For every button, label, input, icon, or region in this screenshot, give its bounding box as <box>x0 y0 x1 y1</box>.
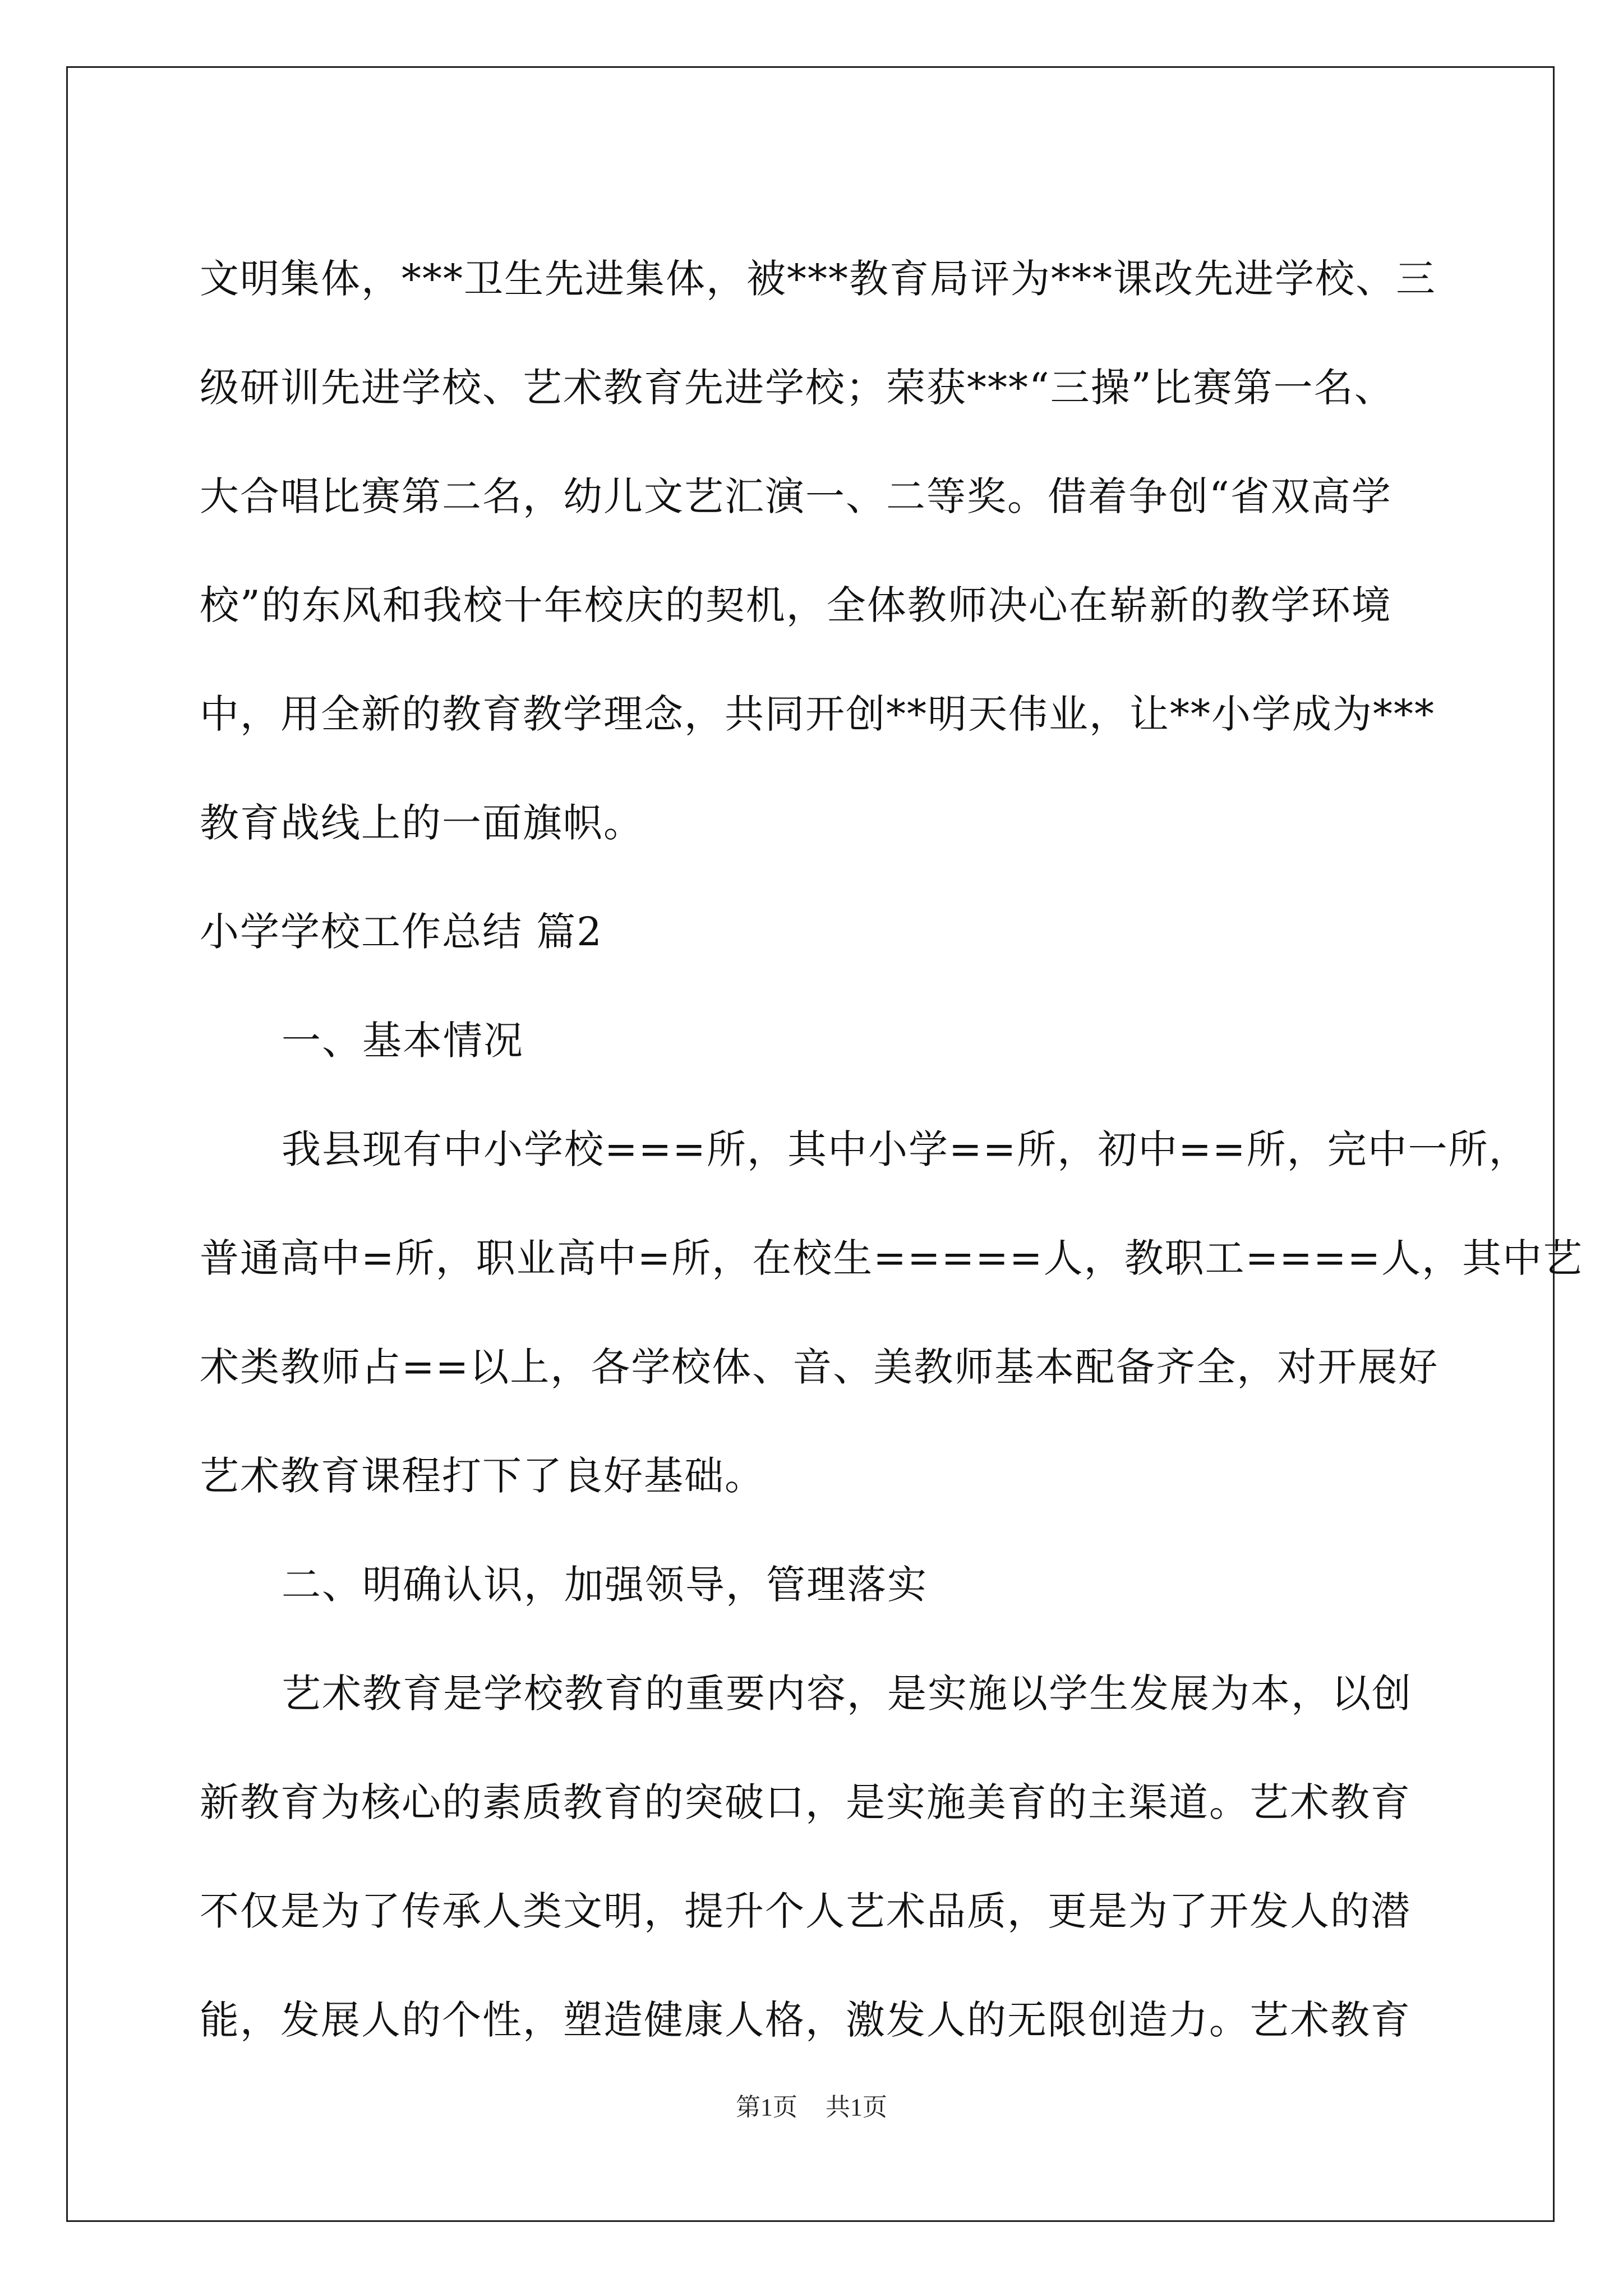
text-line: 新教育为核心的素质教育的突破口，是实施美育的主渠道。艺术教育 <box>200 1779 1411 1825</box>
page-number: 第1页 <box>736 2093 797 2121</box>
text-line: 校”的东风和我校十年校庆的契机，全体教师决心在崭新的教学环境 <box>200 582 1392 628</box>
section-heading: 小学学校工作总结 篇2 <box>200 909 603 955</box>
text-line: 我县现有中小学校===所，其中小学==所，初中==所，完中一所， <box>282 1126 1529 1172</box>
subsection-heading: 二、明确认识，加强领导，管理落实 <box>282 1562 928 1608</box>
text-line: 不仅是为了传承人类文明，提升个人艺术品质，更是为了开发人的潜 <box>200 1888 1411 1934</box>
page-footer <box>0 2087 1623 2123</box>
page-total: 共1页 <box>826 2093 887 2121</box>
text-line: 教育战线上的一面旗帜。 <box>200 800 644 846</box>
text-line: 术类教师占==以上，各学校体、音、美教师基本配备齐全，对开展好 <box>200 1344 1439 1390</box>
text-line: 文明集体，***卫生先进集体，被***教育局评为***课改先进学校、三 <box>200 256 1436 302</box>
subsection-heading: 一、基本情况 <box>282 1018 524 1064</box>
document-body <box>200 224 1584 2074</box>
text-line: 艺术教育是学校教育的重要内容，是实施以学生发展为本，以创 <box>282 1671 1412 1717</box>
text-line: 大合唱比赛第二名，幼儿文艺汇演一、二等奖。借着争创“省双高学 <box>200 473 1392 519</box>
text-line: 普通高中=所，职业高中=所，在校生=====人，教职工====人，其中艺 <box>200 1235 1584 1281</box>
text-line: 艺术教育课程打下了良好基础。 <box>200 1453 765 1499</box>
text-line: 能，发展人的个性，塑造健康人格，激发人的无限创造力。艺术教育 <box>200 1997 1411 2043</box>
text-line: 中，用全新的教育教学理念，共同开创**明天伟业，让**小学成为*** <box>200 691 1435 737</box>
text-line: 级研训先进学校、艺术教育先进学校；荣获***“三操”比赛第一名、 <box>200 365 1395 411</box>
